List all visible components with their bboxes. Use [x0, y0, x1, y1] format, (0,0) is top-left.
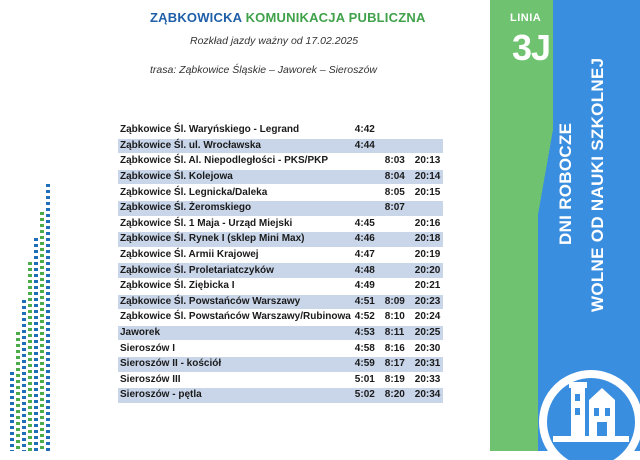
departure-time [383, 232, 413, 248]
departure-time [413, 200, 443, 216]
timetable-row [118, 169, 443, 185]
departure-time: 8:11 [383, 325, 413, 341]
departure-time: 20:25 [413, 325, 443, 341]
stop-name: Ząbkowice Śl. 1 Maja - Urząd Miejski [118, 216, 353, 232]
stop-name: Ząbkowice Śl. Ziębicka I [118, 278, 353, 294]
timetable-row [118, 294, 443, 310]
departure-time: 4:58 [353, 341, 383, 357]
stop-name: Ząbkowice Śl. Powstańców Warszawy [118, 294, 353, 310]
stop-name: Sieroszów I [118, 341, 353, 357]
timetable-row [118, 247, 443, 263]
stop-name: Sieroszów - pętla [118, 388, 353, 403]
timetable-row [118, 356, 443, 372]
stop-name: Ząbkowice Śl. Rynek I (sklep Mini Max) [118, 232, 353, 248]
valid-from-text: Rozkład jazdy ważny od 17.02.2025 [190, 35, 359, 47]
stop-name: Ząbkowice Śl. Legnicka/Daleka [118, 185, 353, 201]
stop-name: Ząbkowice Śl. Armii Krajowej [118, 247, 353, 263]
decor-dots-blue-4 [10, 372, 14, 451]
service-days-line2: WOLNE OD NAUKI SZKOLNEJ [588, 57, 607, 312]
departure-time [353, 185, 383, 201]
departure-time: 8:07 [383, 200, 413, 216]
linia-label: LINIA [510, 12, 542, 24]
departure-time: 20:33 [413, 372, 443, 388]
departure-time [353, 200, 383, 216]
departure-time: 4:49 [353, 278, 383, 294]
departure-time: 8:03 [383, 154, 413, 170]
title-part-blue: ZĄBKOWICKA [150, 10, 242, 25]
departure-time [413, 138, 443, 154]
timetable-row [118, 216, 443, 232]
departure-time: 4:51 [353, 294, 383, 310]
departure-time [353, 169, 383, 185]
stop-name: Ząbkowice Śl. Al. Niepodległości - PKS/PKP [118, 154, 353, 170]
stop-name: Ząbkowice Śl. ul. Wrocławska [118, 138, 353, 154]
departure-time: 4:59 [353, 356, 383, 372]
timetable-row [118, 278, 443, 294]
departure-time: 4:45 [353, 216, 383, 232]
departure-time: 20:30 [413, 341, 443, 357]
stop-name: Ząbkowice Śl. Proletariatczyków [118, 263, 353, 279]
departure-time [383, 247, 413, 263]
departure-time: 4:48 [353, 263, 383, 279]
departure-time [383, 123, 413, 139]
departure-time: 8:05 [383, 185, 413, 201]
timetable-row [118, 263, 443, 279]
timetable-row [118, 341, 443, 357]
departure-time [383, 138, 413, 154]
departure-time: 4:44 [353, 138, 383, 154]
route-text: trasa: Ząbkowice Śląskie – Jaworek – Sieroszów [150, 64, 378, 76]
departure-time [413, 123, 443, 139]
service-days-line1: DNI ROBOCZE [556, 122, 575, 245]
timetable-row [118, 325, 443, 341]
timetable-row [118, 154, 443, 170]
departure-time: 4:46 [353, 232, 383, 248]
stop-name: Jaworek [118, 325, 353, 341]
timetable-row [118, 310, 443, 326]
decor-dots-green-3 [16, 332, 20, 451]
stop-name: Ząbkowice Śl. Żeromskiego [118, 200, 353, 216]
stop-name: Ząbkowice Śl. Powstańców Warszawy/Rubinowa [118, 310, 353, 326]
timetable-row [118, 123, 443, 139]
departure-time: 20:31 [413, 356, 443, 372]
timetable-row [118, 138, 443, 154]
departure-time: 4:52 [353, 310, 383, 326]
decor-dots-blue-3 [22, 300, 26, 451]
page-title [150, 10, 426, 25]
departure-time: 8:10 [383, 310, 413, 326]
departure-time: 8:20 [383, 388, 413, 403]
line-number: 3J [512, 27, 551, 68]
departure-time: 20:15 [413, 185, 443, 201]
departure-time: 5:01 [353, 372, 383, 388]
departure-time: 20:13 [413, 154, 443, 170]
departure-time: 8:09 [383, 294, 413, 310]
stop-name: Sieroszów II - kościół [118, 356, 353, 372]
departure-time: 8:04 [383, 169, 413, 185]
departure-time: 4:53 [353, 325, 383, 341]
decor-dots-blue-2 [34, 238, 38, 451]
timetable-row [118, 232, 443, 248]
departure-time: 4:42 [353, 123, 383, 139]
departure-time: 20:24 [413, 310, 443, 326]
timetable [118, 122, 443, 403]
departure-time: 20:19 [413, 247, 443, 263]
departure-time [383, 263, 413, 279]
timetable-row [118, 185, 443, 201]
departure-time: 20:14 [413, 169, 443, 185]
timetable-row [118, 372, 443, 388]
decor-dots-blue-1 [46, 184, 50, 451]
timetable-row [118, 200, 443, 216]
departure-time [353, 154, 383, 170]
departure-time [383, 216, 413, 232]
decor-dots-green-1 [40, 212, 44, 451]
departure-time: 20:21 [413, 278, 443, 294]
departure-time: 5:02 [353, 388, 383, 403]
stop-name: Ząbkowice Śl. Waryńskiego - Legrand [118, 123, 353, 139]
stop-name: Ząbkowice Śl. Kolejowa [118, 169, 353, 185]
town-emblem-icon [533, 360, 640, 460]
timetable-row [118, 388, 443, 403]
stop-name: Sieroszów III [118, 372, 353, 388]
departure-time: 20:20 [413, 263, 443, 279]
departure-time: 8:19 [383, 372, 413, 388]
departure-time: 20:23 [413, 294, 443, 310]
title-part-green: KOMUNIKACJA PUBLICZNA [245, 10, 426, 25]
departure-time: 20:34 [413, 388, 443, 403]
decor-dots-green-2 [28, 262, 32, 451]
departure-time: 20:16 [413, 216, 443, 232]
departure-time [383, 278, 413, 294]
departure-time: 4:47 [353, 247, 383, 263]
departure-time: 8:16 [383, 341, 413, 357]
departure-time: 20:18 [413, 232, 443, 248]
departure-time: 8:17 [383, 356, 413, 372]
